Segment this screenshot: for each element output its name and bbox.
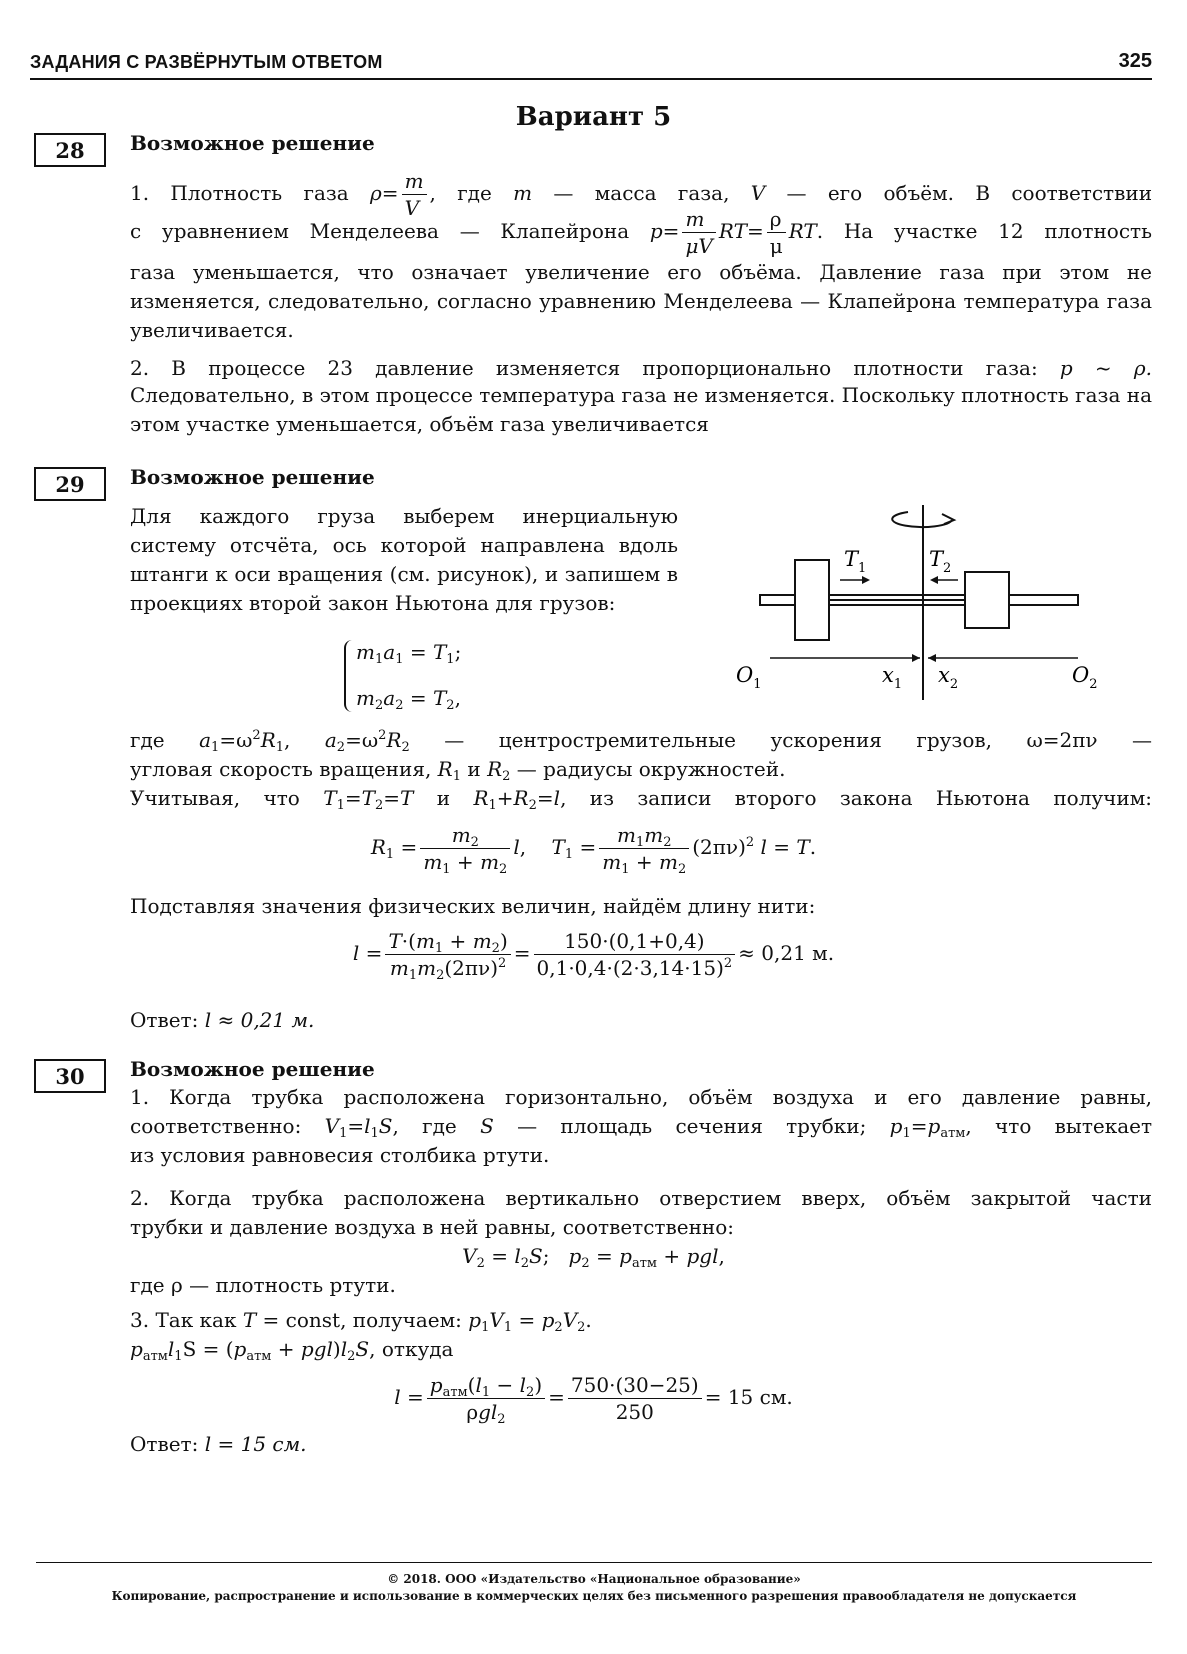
- rotation-diagram: [730, 500, 1110, 700]
- task29-formula-R1-T1: $R_1$ = $\frac{m_2}{m_1 + m_2}$ l, $T_1$ = $\frac{m_1m_2}{m_1 + m_2}$ $(2\pi\nu)^2$ l = T.: [370, 823, 817, 877]
- solution-heading-30: Возможное решение: [130, 1057, 375, 1081]
- task28-line2: с уравнением Менделеева — Клапейрона p= $\frac{m}{\mu V}$ RT= $\frac{\rho}{\mu}$ RT. На участке 12 плотность: [130, 207, 1152, 258]
- task29-answer: Ответ: l ≈ 0,21 м.: [130, 1008, 315, 1032]
- weight-2: [965, 572, 1009, 628]
- task-number-30: 30: [34, 1059, 106, 1093]
- label-x1: $x_1$: [882, 663, 903, 692]
- task-number-28: 28: [34, 133, 106, 167]
- task29-where-line2: угловая скорость вращения, $R_1$ и $R_2$ — радиусы окружностей.: [130, 757, 786, 784]
- section-title: ЗАДАНИЯ С РАЗВЁРНУТЫМ ОТВЕТОМ: [30, 52, 383, 72]
- page-number: 325: [1118, 50, 1152, 72]
- task30-p1-line1: 1. Когда трубка расположена горизонтально, объём воздуха и его давление равны,: [130, 1085, 1152, 1109]
- label-T1: $T_1$: [844, 547, 867, 576]
- label-O2: $O_2$: [1072, 663, 1098, 692]
- equation-1: $m_1a_1 = T_1$;: [356, 640, 462, 667]
- task30-p2-line1: 2. Когда трубка расположена вертикально отверстием вверх, объём закрытой части: [130, 1186, 1152, 1210]
- label-O1: $O_1$: [736, 663, 762, 692]
- label-x2: $x_2$: [938, 663, 959, 692]
- copyright-footer: [36, 1562, 1152, 1605]
- task30-p3-line1: 3. Так как T = const, получаем: $p_1V_1 = p_2V_2$.: [130, 1308, 592, 1335]
- fraction-m-over-V: $\frac{m}{V}$: [402, 168, 427, 221]
- task29-subst-text: Подставляя значения физических величин, найдём длину нити:: [130, 894, 816, 918]
- solution-heading-28: Возможное решение: [130, 131, 375, 155]
- task29-intro: Для каждого груза выберем инерциальную систему отсчёта, ось которой направлена вдоль штанги к оси вращения (см. рисунок), и запишем в проекциях второй закон Ньютона для грузов:: [130, 504, 678, 615]
- task30-p1-line3: из условия равновесия столбика ртути.: [130, 1143, 550, 1167]
- task29-where-line1: где $a_1=\omega^2R_1$, $a_2=\omega^2R_2$ — центростремительные ускорения грузов, ω=2πν —: [130, 728, 1153, 755]
- task30-formula-l: l = $\frac{p_{атм}(l_1 - l_2)}{\rho gl_2}$ = $\frac{750\cdot(30-25)}{250}$ = 15 см.: [394, 1373, 793, 1427]
- variant-title: Вариант 5: [515, 102, 672, 132]
- task-number-29: 29: [34, 467, 106, 501]
- task29-formula-l: l = $\frac{T\cdot(m_1 + m_2)}{m_1m_2(2\pi\nu)^2}$ = $\frac{150\cdot(0,1+0,4)}{0,1\cdot 0,4\cdot(2\cdot 3,14\cdot 15)^2}$ ≈ 0,21 м.: [352, 929, 835, 983]
- label-T2: $T_2$: [929, 547, 952, 576]
- task30-rho-line: где ρ — плотность ртути.: [130, 1273, 396, 1297]
- weight-1: [795, 560, 829, 640]
- task28-paragraph1-rest: газа уменьшается, что означает увеличение его объёма. Давление газа при этом не изменяется, следовательно, согласно уравнению Менделеева — Клапейрона температура газа увеличивается.: [130, 260, 1152, 342]
- solution-heading-29: Возможное решение: [130, 465, 375, 489]
- task30-formula-V2-p2: $V_2 = l_2S$; $p_2 = p_{атм}$ + pgl,: [462, 1244, 725, 1271]
- task28-line1: 1. Плотность газа ρ= $\frac{m}{V}$ , где m — масса газа, V — его объём. В соответствии: [130, 169, 1153, 220]
- copyright-notice: Копирование, распространение и использование в коммерческих целях без письменного разрешения правообладателя не допускается: [111, 1589, 1077, 1603]
- task29-consider-line: Учитывая, что $T_1=T_2=T$ и $R_1+R_2=l$, из записи второго закона Ньютона получим:: [130, 786, 1153, 813]
- task30-p2-line2: трубки и давление воздуха в ней равны, соответственно:: [130, 1215, 735, 1239]
- task28-p2-line1: 2. В процессе 23 давление изменяется пропорционально плотности газа: p ~ ρ.: [130, 356, 1153, 380]
- task30-p3-line2: $p_{атм}l_1S = (p_{атм} + pgl)l_2S$, откуда: [130, 1337, 454, 1364]
- task30-p1-line2: соответственно: $V_1=l_1S$, где S — площадь сечения трубки; $p_1=p_{атм}$, что вытекает: [130, 1114, 1153, 1141]
- task28-paragraph2-rest: Следовательно, в этом процессе температура газа не изменяется. Поскольку плотность газа на этом участке уменьшается, объём газа увеличивается: [130, 383, 1152, 436]
- copyright-line: © 2018. ООО «Издательство «Национальное образование»: [387, 1572, 801, 1586]
- task30-answer: Ответ: l = 15 см.: [130, 1432, 307, 1456]
- equation-2: $m_2a_2 = T_2$,: [356, 686, 461, 713]
- page-header: [30, 52, 1152, 80]
